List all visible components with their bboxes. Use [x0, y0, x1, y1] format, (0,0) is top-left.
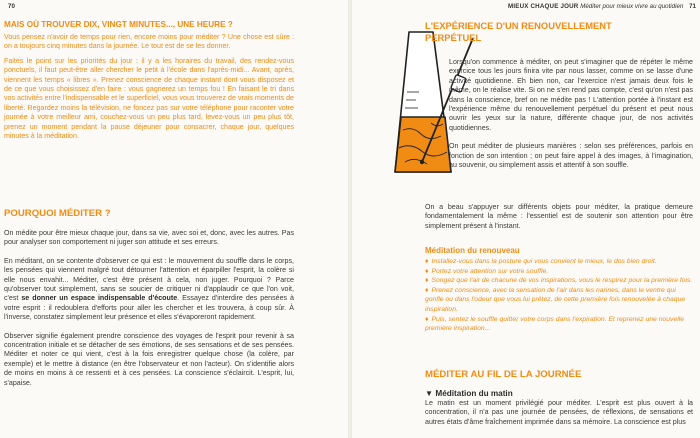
section-renewal-title-line1: L'EXPÉRIENCE D'UN RENOUVELLEMENT	[425, 20, 612, 31]
left-page-number: 70	[8, 3, 15, 10]
morning-meditation-heading: ▼ Méditation du matin	[425, 389, 513, 398]
emphasis-listening-space: se donner un espace indispensable d'écoute	[21, 294, 178, 303]
running-head-subtitle: Méditer pour mieux vivre au quotidien	[580, 3, 684, 10]
section-through-the-day	[425, 369, 693, 427]
triangle-down-icon: ▼	[425, 389, 434, 398]
section-find-time-title: MAIS OÙ TROUVER DIX, VINGT MINUTES..., UNE HEURE ?	[4, 20, 233, 29]
renewal-paragraph-3: On a beau s'appuyer sur différents objets pour méditer, la pratique demeure fondamentalement la même : l'essentiel est de soutenir son attention pour être simplement présent à l'instant.	[425, 203, 693, 230]
renewal-body	[449, 58, 693, 170]
renouveau-step-5: ♦ Puis, sentez le souffle quitter votre corps dans l'expiration. Et reprenez une nouvelle première inspiration...	[425, 315, 685, 333]
section-through-the-day-title: MÉDITER AU FIL DE LA JOURNÉE	[425, 369, 582, 380]
renewal-paragraph-3-block	[425, 203, 693, 231]
why-paragraph-1: On médite pour être mieux chaque jour, dans sa vie, avec soi et, donc, avec les autres. Pas pour analyser son comportement ni juger son attitude et ses erreurs.	[4, 229, 294, 247]
renouveau-step-3: ♦ Songez que l'air de chacune de vos inspirations, vous le respirez pour la première fois.	[425, 277, 693, 285]
section-find-time	[4, 20, 294, 141]
section-renewal-title-line2: PERPÉTUEL	[425, 32, 482, 43]
renouveau-step-2: ♦ Portez votre attention sur votre souffle.	[425, 267, 549, 275]
meditation-renouveau-box	[425, 246, 693, 334]
renewal-paragraph-1: Lorsqu'on commence à méditer, on peut s'imaginer que de répéter le même exercice tous les jours finira vite par nous lasser, comme on se lasse d'une activité quotidienne. Eh bien non, car l'exercice n'est jamais deux fois le même, on le réalise vite. Si on ne s'en rend pas compte, c'est qu'on n'est pas dans la conscience, bref on ne médite pas ! L'attention portée à l'instant est l'expérience même du renouvellement perpétuel du présent et peut nous ouvrir les yeux sur la nature, différente chaque jour, de nos activités quotidiennes.	[449, 58, 693, 132]
renouveau-step-4: ♦ Prenez conscience, avec la sensation de l'air dans les narines, dans le ventre qui gonfle ou dans l'odeur que vous lui prêtez, de cette première fois renouvelée à chaque inspiration.	[425, 286, 686, 313]
running-head-title: MIEUX CHAQUE JOUR	[508, 3, 579, 10]
find-time-paragraph-1: Vous pensez n'avoir de temps pour rien, encore moins pour méditer ? Une chose est sûre : on a toujours cinq minutes dans la journée. Le tout est de se les donner.	[4, 33, 294, 51]
find-time-paragraph-2: Faites le point sur les priorités du jour : il y a les horaires du travail, des rendez-vous ponctuels, il faut peut-être aller chercher le petit à l'école dans l'après-midi... Avant, après, viennent les temps « libres ». Prenez conscience de chaque instant dont vous disposez et de ce que vous choisissez d'en faire : vous gagnerez un temps fou ! En faisant le tri dans vos activités entre l'indispensable et le superficiel, vous vous trouverez de vrais moments de liberté. Regardez moins la télévision, ne foncez pas sur votre téléphone pour raconter votre journée à votre meilleur ami, couchez-vous un peu plus tard, levez-vous un peu plus tôt, prenez un moment pendant la pause déjeuner pour consacrer, chaque jour, quelques minutes à la méditation.	[4, 56, 294, 141]
section-why-meditate-title: POURQUOI MÉDITER ?	[4, 208, 111, 219]
section-renewal	[425, 20, 693, 44]
morning-paragraph: Le matin est un moment privilégié pour méditer. L'esprit est plus ouvert à la concentration, il n'a pas une journée de pensées, de réflexions, de sensations et autres états d'âme fraîchement imprimée dans sa mémoire. La conscience est plus	[425, 399, 693, 426]
right-running-head	[508, 3, 696, 10]
why-paragraph-3: Observer signifie également prendre conscience des voyages de l'esprit pour revenir à sa concentration initiale et se détacher de ses émotions, de ses sensations et de ses pensées. Méditer et noter ce qui vient, c'est à la fois enregistrer quelque chose (la colère, par exemple) et le mettre à distance (en être l'observateur et non l'acteur). On s'identifie alors de moins en moins à ce ressenti et à ces pensées. La conscience s'éclaircit. L'esprit, lui, s'apaise.	[4, 331, 294, 387]
renewal-paragraph-2: On peut méditer de plusieurs manières : selon ses préférences, parfois en fonction de son intention ; on peut faire appel à des images, à l'imagination, au souvenir, ou simplement assis et attentif à son souffle.	[449, 142, 693, 170]
left-page	[0, 0, 349, 438]
why-paragraph-2: En méditant, on se contente d'observer ce qui est : le mouvement du souffle dans le corps, les pensées qui viennent malgré tout détourner l'attention et éparpiller l'esprit, la colère si elle nous envahit... Méditer, c'est être présent à cela, non juger. Pourquoi ? Parce qu'observer tout simplement, sans se soucier de critiquer ni d'applaudir ce que l'on voit, c'est se donner un espace indispensable d'écoute. Essayez d'interdire des pensées à votre esprit : il redoublera d'efforts pour aller les chercher et les trouvera, à coup sûr. À l'inverse, constatez simplement leur présence et elles s'évaporeront rapidement.	[4, 256, 295, 322]
right-page	[351, 0, 700, 438]
left-folio	[8, 3, 15, 10]
renouveau-step-1: ♦ Installez-vous dans la posture qui vous convient le mieux, le dos bien droit.	[425, 258, 657, 265]
section-why-meditate	[4, 208, 294, 388]
right-page-number: 71	[689, 3, 696, 10]
meditation-renouveau-title: Méditation du renouveau	[425, 246, 520, 255]
